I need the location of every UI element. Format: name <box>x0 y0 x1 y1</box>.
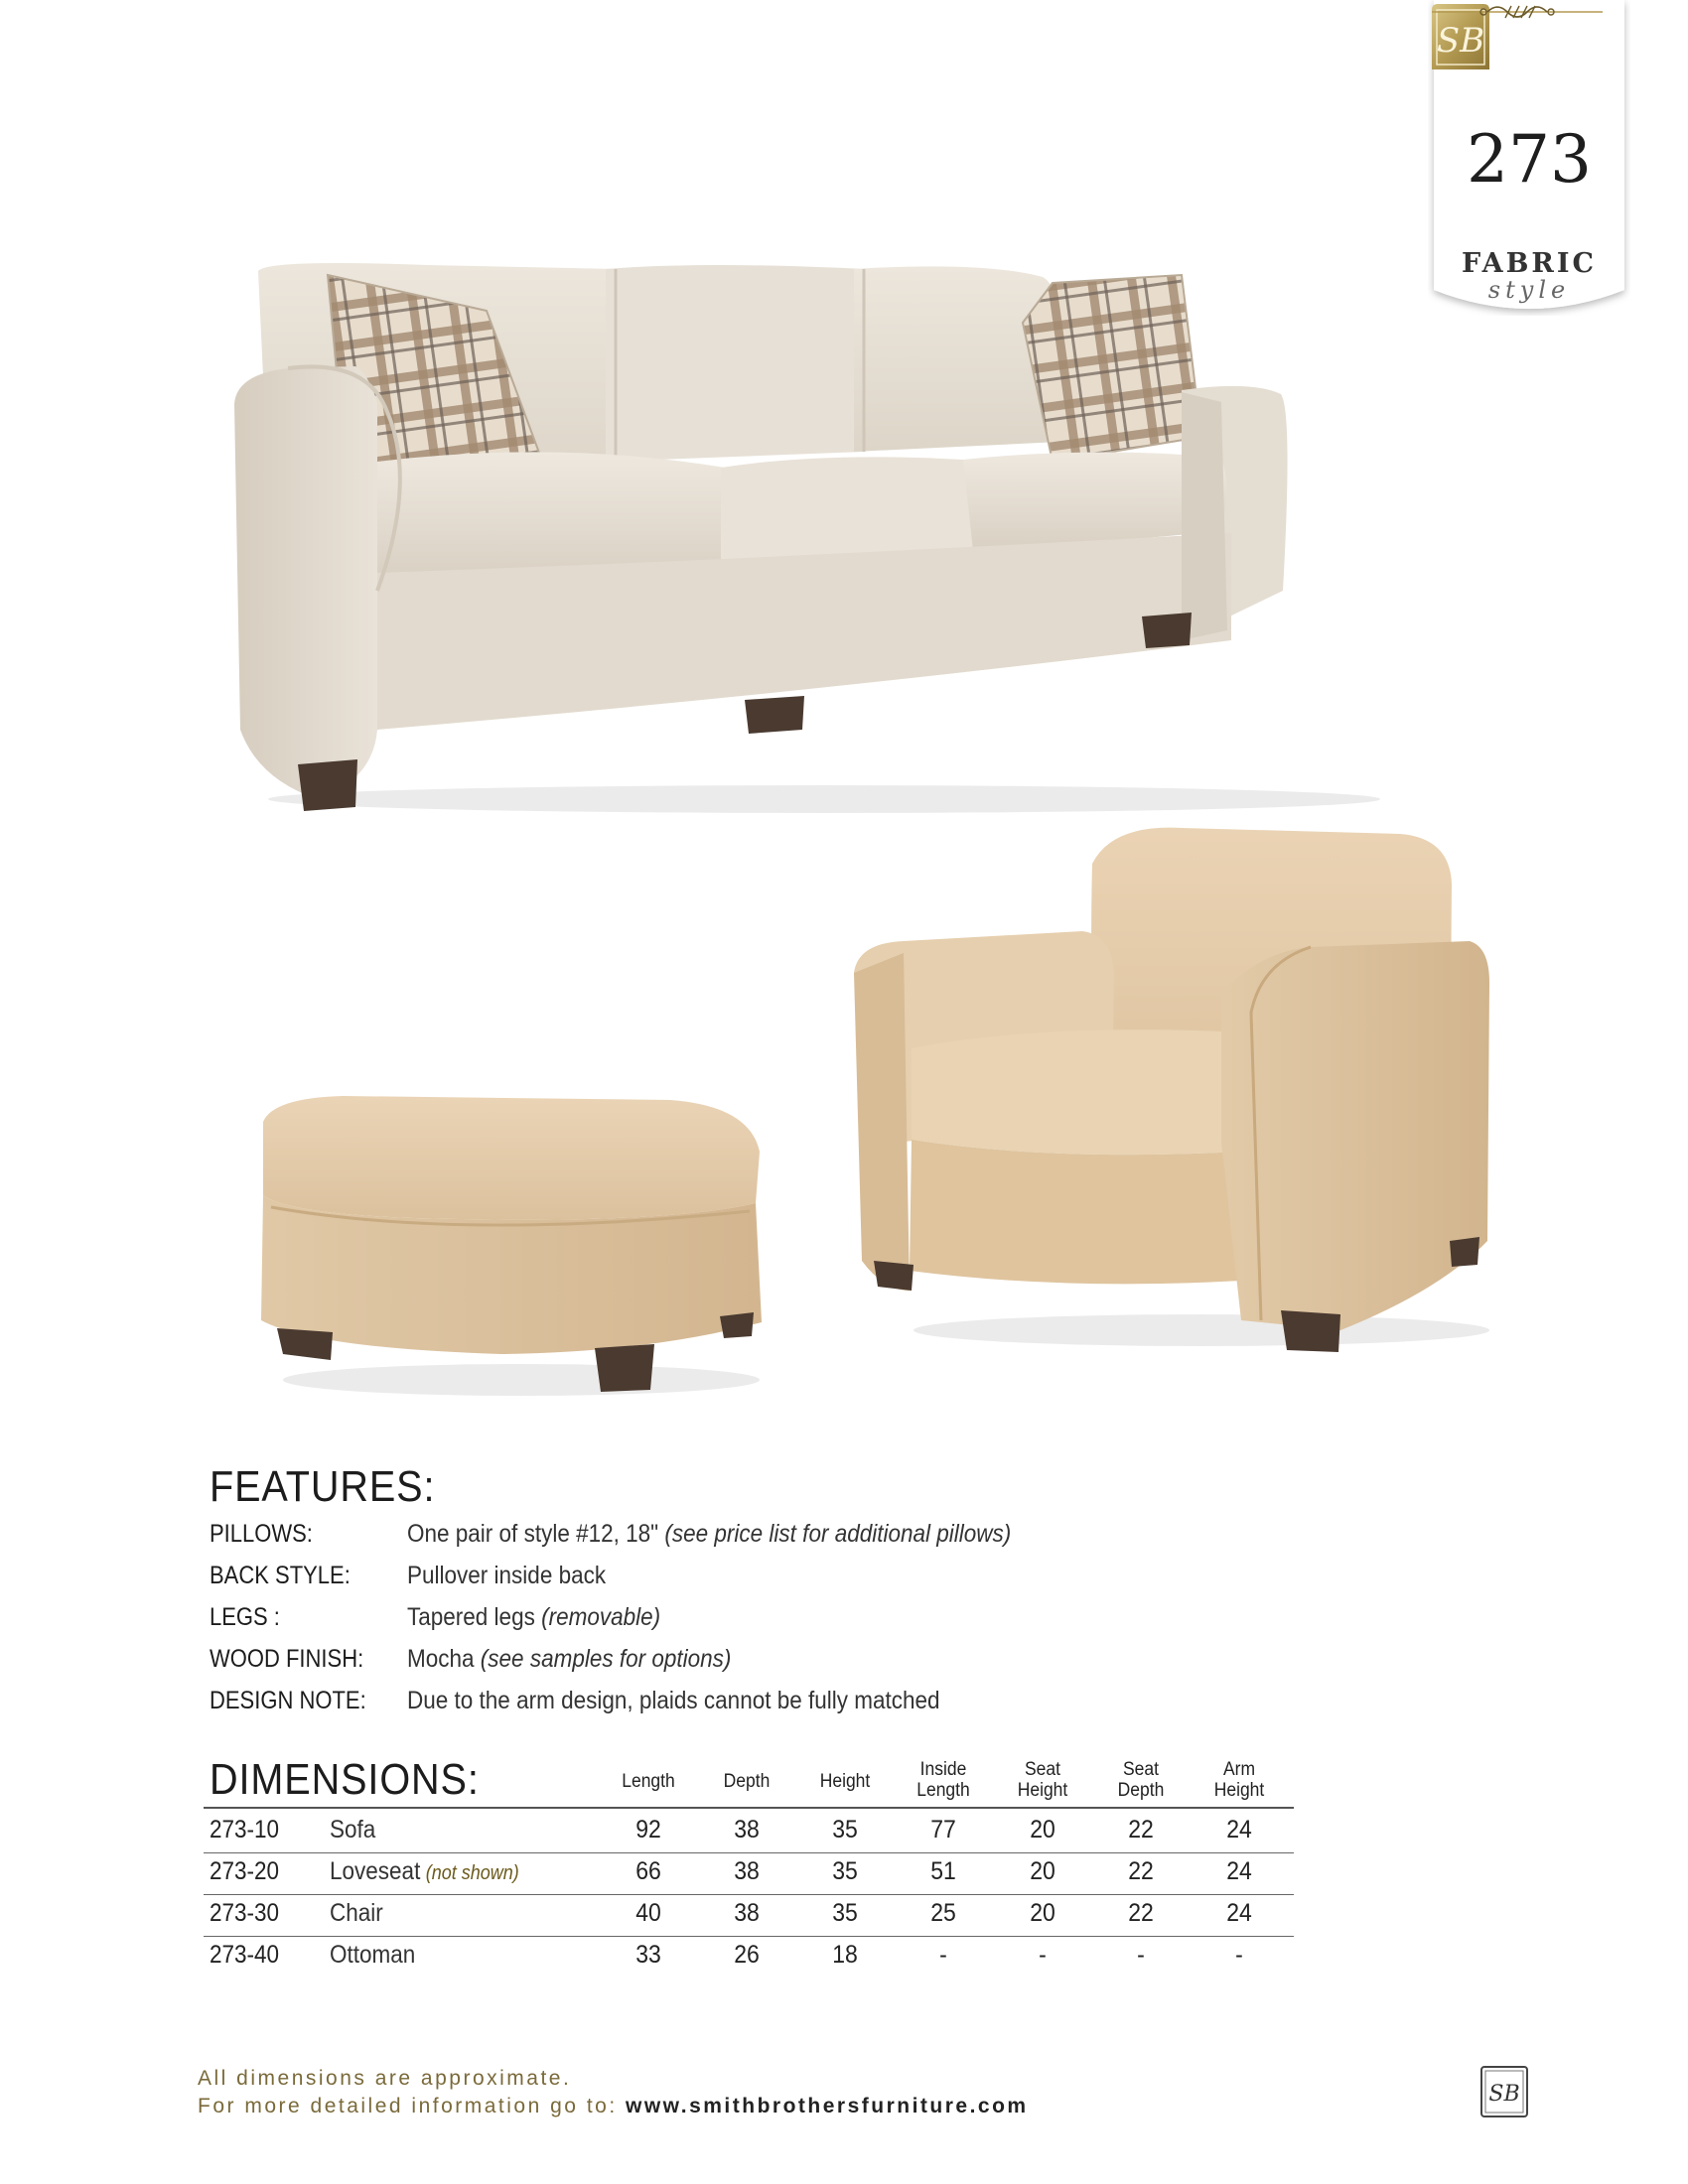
col-header-inside-length: Inside Length <box>916 1759 970 1801</box>
feature-value: Due to the arm design, plaids cannot be fully matched <box>407 1687 940 1714</box>
cell-depth: 26 <box>734 1941 760 1969</box>
feature-label: BACK STYLE: <box>210 1562 351 1589</box>
row-name: Ottoman <box>330 1941 416 1969</box>
cell-arm-height: 24 <box>1226 1816 1252 1843</box>
table-header-rule <box>204 1807 1294 1809</box>
sofa-photo <box>228 263 1380 849</box>
col-header-depth: Depth <box>723 1771 771 1792</box>
cell-seat-height: - <box>1039 1941 1047 1969</box>
cell-length: 92 <box>635 1816 661 1843</box>
col-header-height: Height <box>819 1771 871 1792</box>
col-header-length: Length <box>622 1771 675 1792</box>
cell-arm-height: 24 <box>1226 1899 1252 1927</box>
feature-label: PILLOWS: <box>210 1520 313 1548</box>
cell-inside-length: 25 <box>930 1899 956 1927</box>
style-number: 273 <box>1467 121 1592 198</box>
cell-inside-length: 77 <box>930 1816 956 1843</box>
cell-height: 35 <box>832 1816 858 1843</box>
feature-value: Mocha (see samples for options) <box>407 1645 732 1673</box>
row-name: Loveseat (not shown) <box>330 1857 519 1885</box>
cell-seat-height: 20 <box>1030 1857 1055 1885</box>
website-link[interactable]: www.smithbrothersfurniture.com <box>626 2095 1029 2117</box>
cell-height: 18 <box>832 1941 858 1969</box>
cell-inside-length: - <box>939 1941 947 1969</box>
cell-depth: 38 <box>734 1816 760 1843</box>
svg-text:SB: SB <box>1488 2082 1520 2107</box>
row-divider <box>204 1894 1294 1895</box>
dimensions-heading: DIMENSIONS: <box>210 1755 480 1804</box>
cell-length: 40 <box>635 1899 661 1927</box>
cell-seat-depth: 22 <box>1128 1899 1154 1927</box>
cell-arm-height: - <box>1235 1941 1243 1969</box>
feature-label: WOOD FINISH: <box>210 1645 364 1673</box>
row-code: 273-20 <box>210 1857 280 1885</box>
cell-length: 66 <box>635 1857 661 1885</box>
tag-style-label: style <box>1487 276 1571 304</box>
cell-height: 35 <box>832 1857 858 1885</box>
cell-seat-depth: 22 <box>1128 1816 1154 1843</box>
flourish-divider <box>1428 0 1607 24</box>
chair-photo <box>844 824 1499 1360</box>
cell-inside-length: 51 <box>930 1857 956 1885</box>
cell-seat-height: 20 <box>1030 1899 1055 1927</box>
feature-label: LEGS : <box>210 1603 280 1631</box>
col-header-arm-height: Arm Height <box>1213 1759 1265 1801</box>
features-heading: FEATURES: <box>210 1462 436 1511</box>
feature-row-design-note <box>210 1687 1401 1726</box>
svg-text:SB: SB <box>1436 21 1485 61</box>
row-divider <box>204 1852 1294 1853</box>
cell-depth: 38 <box>734 1857 760 1885</box>
row-divider <box>204 1936 1294 1937</box>
cell-arm-height: 24 <box>1226 1857 1252 1885</box>
feature-row-back-style <box>210 1562 1401 1601</box>
feature-value: Pullover inside back <box>407 1562 607 1589</box>
cell-height: 35 <box>832 1899 858 1927</box>
cell-depth: 38 <box>734 1899 760 1927</box>
feature-value: One pair of style #12, 18" (see price list for additional pillows) <box>407 1520 1012 1548</box>
row-name: Chair <box>330 1899 383 1927</box>
cell-seat-depth: 22 <box>1128 1857 1154 1885</box>
cell-length: 33 <box>635 1941 661 1969</box>
row-code: 273-10 <box>210 1816 280 1843</box>
style-tag <box>1428 0 1630 316</box>
feature-row-wood-finish <box>210 1645 1401 1685</box>
cell-seat-depth: - <box>1137 1941 1145 1969</box>
row-name: Sofa <box>330 1816 376 1843</box>
feature-value: Tapered legs (removable) <box>407 1603 661 1631</box>
cell-seat-height: 20 <box>1030 1816 1055 1843</box>
row-code: 273-40 <box>210 1941 280 1969</box>
tag-fabric-label: FABRIC <box>1462 248 1597 279</box>
feature-row-pillows <box>210 1520 1401 1560</box>
footer-info: For more detailed information go to: www.smithbrothersfurniture.com <box>198 2095 1029 2117</box>
feature-label: DESIGN NOTE: <box>210 1687 366 1714</box>
col-header-seat-height: Seat Height <box>1017 1759 1068 1801</box>
feature-row-legs <box>210 1603 1401 1643</box>
footer-sb-logo-icon <box>1479 2065 1529 2118</box>
col-header-seat-depth: Seat Depth <box>1117 1759 1165 1801</box>
row-code: 273-30 <box>210 1899 280 1927</box>
footer-disclaimer: All dimensions are approximate. <box>198 2067 572 2090</box>
ottoman-photo <box>253 1092 770 1410</box>
